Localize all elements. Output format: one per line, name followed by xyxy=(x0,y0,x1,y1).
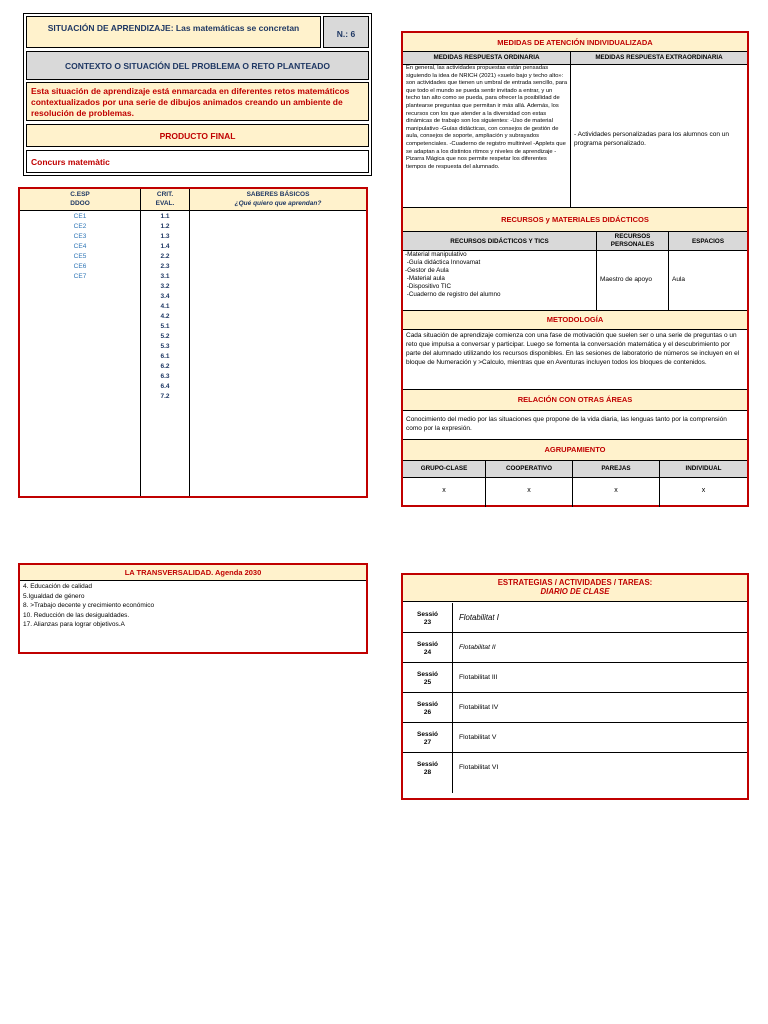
criterios-list xyxy=(141,212,189,402)
session-number: 27 xyxy=(423,739,432,746)
recursos-personales-header: RECURSOS PERSONALES xyxy=(610,233,655,248)
session-number: 28 xyxy=(423,769,432,776)
transversalidad-heading-box xyxy=(20,565,366,581)
criterios-header: CRIT. EVAL. xyxy=(155,191,175,207)
session-label: Sessió xyxy=(417,611,438,618)
session-number: 26 xyxy=(423,709,432,716)
agrupamiento-cooperativo-header: COOPERATIVO xyxy=(505,465,553,472)
session-label: Sessió xyxy=(417,701,438,708)
competencia-item: CE5 xyxy=(73,253,87,260)
session-number: 24 xyxy=(423,649,432,656)
situacion-title-box xyxy=(26,16,321,48)
agrupamiento-individual-value: x xyxy=(701,487,706,494)
competencias-list xyxy=(20,212,140,282)
medidas-panel xyxy=(401,31,749,507)
criterio-item: 3.1 xyxy=(160,273,170,280)
transversalidad-heading: LA TRANSVERSALIDAD. Agenda 2030 xyxy=(124,568,262,577)
recurso-item: -Dispositivo TIC xyxy=(405,283,452,290)
relacion-heading-box xyxy=(403,390,747,410)
metodologia-heading: METODOLOGÍA xyxy=(546,315,604,324)
transversalidad-list xyxy=(23,582,363,630)
metodologia-text: Cada situación de aprendizaje comienza con una fase de motivación que suelen ser o una serie de preguntas o un reto que impulsa a conversar y participar. Luego se fomenta la conversación matemática y el descubrimiento por parte del alumnado utilizando los recursos disponibles. En las sesiones de laboratorio de números se incluyen en el bloque de Numeración y >Calculo, mientras que en Aventuras incluyen todos los bloques de contenidos. xyxy=(406,332,740,366)
producto-text: Concurs matemàtic xyxy=(31,157,110,167)
medidas-heading: MEDIDAS DE ATENCIÓN INDIVIDUALIZADA xyxy=(497,38,653,47)
situacion-number-box xyxy=(323,16,369,48)
session-label: Sessió xyxy=(417,641,438,648)
session-row xyxy=(403,663,747,693)
recurso-item: -Guía didáctica Innovamat xyxy=(405,259,481,266)
contexto-heading: CONTEXTO O SITUACIÓN DEL PROBLEMA O RETO PLANTEADO xyxy=(64,61,331,71)
criterio-item: 1.1 xyxy=(160,213,170,220)
sessions-list xyxy=(403,603,747,798)
transversalidad-item: 5.Igualdad de género xyxy=(23,592,85,600)
recursos-tic-header: RECURSOS DIDÁCTICOS Y TICS xyxy=(450,238,549,245)
criterio-item: 4.2 xyxy=(160,313,170,320)
transversalidad-item: 17. Alianzas para lograr objetivos.A xyxy=(23,621,125,629)
agrupamiento-grupo-header: GRUPO-CLASE xyxy=(420,465,468,472)
recursos-tic-list xyxy=(405,251,595,299)
criterio-item: 2.3 xyxy=(160,263,170,270)
situacion-panel xyxy=(23,13,372,176)
competencias-header: C.ESP DDOO xyxy=(70,191,90,207)
agrupamiento-cooperativo-value: x xyxy=(527,487,531,494)
situacion-title xyxy=(27,17,320,33)
situacion-label: SITUACIÓN DE APRENDIZAJE: xyxy=(47,23,174,33)
recursos-heading-box xyxy=(403,208,747,231)
session-number-cell xyxy=(403,693,453,722)
session-row xyxy=(403,633,747,663)
session-title: Flotabilitat III xyxy=(459,674,498,681)
criterio-item: 3.4 xyxy=(160,293,170,300)
session-row xyxy=(403,723,747,753)
competencia-item: CE7 xyxy=(73,273,87,280)
ordinaria-header: MEDIDAS RESPUESTA ORDINARIA xyxy=(433,54,540,61)
criterio-item: 6.3 xyxy=(160,373,170,380)
session-row xyxy=(403,693,747,723)
transversalidad-item: 10. Reducción de las desigualdades. xyxy=(23,611,130,619)
session-number-cell xyxy=(403,723,453,752)
espacios-header: ESPACIOS xyxy=(691,238,725,245)
competencia-item: CE3 xyxy=(73,233,87,240)
recurso-item: -Gestor de Aula xyxy=(405,267,449,274)
estrategias-heading-box xyxy=(403,575,747,602)
criterio-item: 5.2 xyxy=(160,333,170,340)
transversalidad-item: 4. Educación de calidad xyxy=(23,583,93,590)
agrupamiento-heading-box xyxy=(403,440,747,460)
session-label: Sessió xyxy=(417,731,438,738)
competencia-item: CE1 xyxy=(73,213,87,220)
session-title: Flotabilitat I xyxy=(459,613,499,622)
saberes-table xyxy=(18,187,368,498)
relacion-text: Conocimiento del medio por las situaciones que propone de la vida diaria, las lenguas tanto por la comprensión como por la expresión. xyxy=(406,416,727,432)
recurso-item: -Material aula xyxy=(405,275,445,282)
session-label: Sessió xyxy=(417,761,438,768)
recursos-personales-value: Maestro de apoyo xyxy=(600,276,653,283)
competencia-item: CE4 xyxy=(73,243,87,250)
estrategias-subheading: DIARIO DE CLASE xyxy=(540,587,610,596)
criterio-item: 1.2 xyxy=(160,223,170,230)
transversalidad-panel xyxy=(18,563,368,654)
agrupamiento-individual-header: INDIVIDUAL xyxy=(685,465,722,472)
session-title: Flotabilitat VI xyxy=(459,764,499,771)
session-number-cell xyxy=(403,633,453,662)
producto-heading-box xyxy=(26,124,369,147)
criterio-item: 1.4 xyxy=(160,243,170,250)
session-label: Sessió xyxy=(417,671,438,678)
competencia-item: CE2 xyxy=(73,223,87,230)
ordinaria-text: En general, las actividades propuestas están pensadas siguiendo la idea de NRICH (2021) «suelo bajo y techo alto»: son actividades que tienen un umbral de entrada sencillo, para que todo el mundo se pueda sentir invitado a entrar, y un techo tan alto como se pueda, para ofrecer la posibilidad de plantearse preguntas que permitan ir más allá. Además, los recursos con los que atender a la diversidad con estas dinámicas de trabajo son los siguientes: -Uso de material manipulativo -Guías didácticas, con consejos de gestión de aula, consejos de soporte, ampliación y subrayados competenciales. -Cuaderno de registro multinivel -Applets que se adaptan a los distintos ritmos y niveles de aprendizaje -Pizarra Mágica que nos permite respetar los diferentes tiempos de respuesta del alumnado. xyxy=(406,65,568,170)
contexto-text: Esta situación de aprendizaje está enmarcada en diferentes retos matemáticos contextualizados por una serie de dibujos animados creando un ambiente de resolución de problemas. xyxy=(31,86,350,118)
transversalidad-item: 8. >Trabajo decente y crecimiento económico xyxy=(23,602,155,610)
recurso-item: -Material manipulativo xyxy=(405,251,467,258)
criterio-item: 6.2 xyxy=(160,363,170,370)
session-number: 25 xyxy=(423,679,432,686)
recursos-heading: RECURSOS y MATERIALES DIDÁCTICOS xyxy=(501,215,649,224)
session-number-cell xyxy=(403,603,453,632)
criterio-item: 5.3 xyxy=(160,343,170,350)
recurso-item: -Cuaderno de registro del alumno xyxy=(405,291,501,298)
criterio-item: 4.1 xyxy=(160,303,170,310)
agrupamiento-grupo-value: x xyxy=(442,487,446,494)
criterio-item: 2.2 xyxy=(160,253,170,260)
extraordinaria-text: - Actividades personalizadas para los alumnos con un programa personalizado. xyxy=(574,131,730,147)
criterio-item: 6.4 xyxy=(160,383,170,390)
session-number-cell xyxy=(403,663,453,692)
session-title: Flotabilitat II xyxy=(459,644,496,651)
session-title: Flotabilitat V xyxy=(459,734,497,741)
situacion-number: N.: 6 xyxy=(336,29,356,39)
producto-heading: PRODUCTO FINAL xyxy=(159,131,236,141)
contexto-heading-box xyxy=(26,51,369,80)
medidas-heading-box xyxy=(403,33,747,51)
estrategias-heading: ESTRATEGIAS / ACTIVIDADES / TAREAS: xyxy=(497,578,653,587)
relacion-heading: RELACIÓN CON OTRAS ÁREAS xyxy=(517,395,633,404)
contexto-text-box xyxy=(26,82,369,121)
session-number: 23 xyxy=(423,619,432,626)
criterio-item: 1.3 xyxy=(160,233,170,240)
agrupamiento-parejas-value: x xyxy=(614,487,618,494)
criterio-item: 3.2 xyxy=(160,283,170,290)
session-row xyxy=(403,753,747,793)
session-title: Flotabilitat IV xyxy=(459,704,499,711)
producto-text-box xyxy=(26,150,369,173)
situacion-name: Las matemáticas se concretan xyxy=(175,23,300,33)
extraordinaria-header: MEDIDAS RESPUESTA EXTRAORDINARIA xyxy=(595,54,723,61)
espacios-value: Aula xyxy=(672,276,686,283)
agrupamiento-parejas-header: PAREJAS xyxy=(601,465,631,472)
criterio-item: 6.1 xyxy=(160,353,170,360)
saberes-header: SABERES BÁSICOS ¿Qué quiero que aprendan? xyxy=(234,191,322,207)
metodologia-heading-box xyxy=(403,311,747,329)
criterio-item: 5.1 xyxy=(160,323,170,330)
estrategias-panel xyxy=(401,573,749,800)
competencia-item: CE6 xyxy=(73,263,87,270)
agrupamiento-heading: AGRUPAMIENTO xyxy=(544,445,606,454)
session-row xyxy=(403,603,747,633)
criterio-item: 7.2 xyxy=(160,393,170,400)
session-number-cell xyxy=(403,753,453,793)
